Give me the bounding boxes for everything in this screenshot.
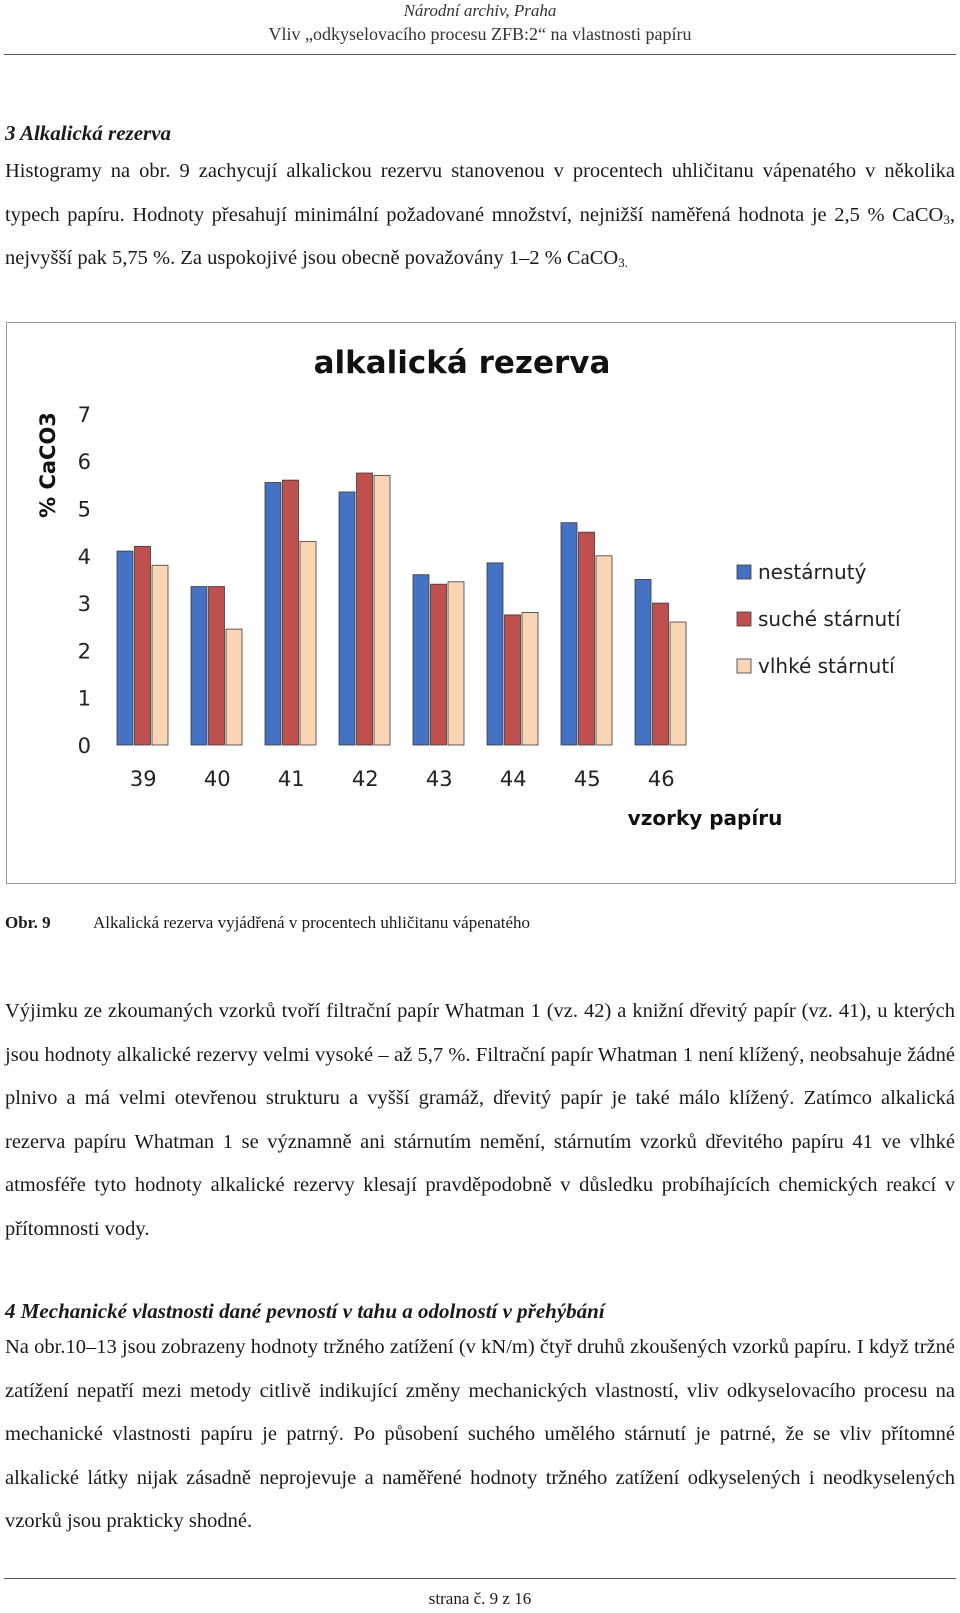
x-tick-label: 39 — [129, 767, 157, 791]
bar-41-1 — [265, 482, 281, 745]
bar-42-3 — [374, 475, 390, 745]
bar-45-3 — [596, 556, 612, 745]
bar-43-3 — [448, 582, 464, 745]
bar-44-2 — [505, 615, 521, 745]
header-divider — [4, 54, 956, 55]
section-3-heading: 3 Alkalická rezerva — [5, 121, 172, 145]
y-tick-label: 1 — [77, 686, 91, 711]
legend-label-2: suché stárnutí — [758, 607, 901, 631]
bar-46-1 — [635, 579, 651, 745]
legend-label-3: vlhké stárnutí — [758, 654, 895, 678]
bar-46-2 — [653, 603, 669, 745]
bar-40-3 — [226, 629, 242, 745]
bar-39-1 — [117, 551, 133, 745]
y-tick-label: 6 — [77, 450, 91, 475]
section-4-paragraph: Na obr.10–13 jsou zobrazeny hodnoty tržného zatížení (v kN/m) čtyř druhů zkoušených vzorků papíru. I když tržné zatížení nepatří mezi metody citlivě indikující změny mechanických vlastností, vliv odkyselovacího procesu na mechanické vlastnosti papíru je patrný. Po působení suchého umělého stárnutí je patrné, že se vliv přítomné alkalické látky nijak zásadně neprojevuje a naměřené hodnoty tržného zatížení odkyselených i neodkyselených vzorků jsou prakticky shodné. — [5, 1336, 955, 1532]
chart-title: alkalická rezerva — [313, 345, 611, 381]
x-tick-label: 42 — [351, 767, 379, 791]
bar-43-1 — [413, 575, 429, 745]
x-tick-label: 41 — [277, 767, 305, 791]
bar-41-2 — [283, 480, 299, 745]
y-tick-label: 7 — [77, 402, 91, 427]
bar-45-2 — [579, 532, 595, 745]
y-tick-label: 3 — [77, 592, 91, 617]
bar-41-3 — [300, 542, 316, 745]
alkaline-reserve-chart — [6, 322, 956, 884]
bar-39-3 — [152, 565, 168, 745]
paragraph-2: Výjimku ze zkoumaných vzorků tvoří filtrační papír Whatman 1 (vz. 42) a knižní dřevitý papír (vz. 41), u kterých jsou hodnoty alkalické rezervy velmi vysoké – až 5,7 %. Filtrační papír Whatman 1 není klížený, neobsahuje žádné plnivo a má velmi otevřenou strukturu a vyšší gramáž, dřevitý papír je také málo klížený. Zatímco alkalická rezerva papíru Whatman 1 se významně ani stárnutím nemění, stárnutím vzorků dřevitého papíru 41 ve vlhké atmosféře tyto hodnoty alkalické rezervy klesají pravděpodobně v důsledku probíhajících chemických reakcí v přítomnosti vody. — [5, 1000, 955, 1240]
y-tick-label: 5 — [77, 497, 91, 522]
bar-40-1 — [191, 587, 207, 745]
figure-label: Obr. 9 — [5, 913, 51, 932]
x-tick-label: 46 — [647, 767, 675, 791]
figure-caption-text: Alkalická rezerva vyjádřená v procentech uhličitanu vápenatého — [93, 913, 531, 932]
bar-44-3 — [522, 613, 538, 745]
header-archive: Národní archiv, Praha — [403, 1, 557, 20]
bar-45-1 — [561, 523, 577, 745]
p1-text: Histogramy na obr. 9 zachycují alkalickou rezervu stanovenou v procentech uhličitanu vápenatého v několika typech papíru. Hodnoty přesahují minimální požadované množství, nejnižší naměřená hodnota je 2,5 % CaCO — [5, 160, 955, 226]
section-3-paragraph — [5, 150, 955, 281]
x-axis-label: vzorky papíru — [627, 806, 783, 830]
bar-44-1 — [487, 563, 503, 745]
chart-canvas — [7, 323, 955, 883]
section-4-heading: 4 Mechanické vlastnosti dané pevností v tahu a odolností v přehýbání — [5, 1299, 605, 1323]
x-tick-label: 44 — [499, 767, 527, 791]
y-tick-label: 2 — [77, 639, 91, 664]
p1-subscript-1: 3 — [943, 211, 950, 227]
y-axis-label: % CaCO3 — [36, 412, 60, 518]
page-number: strana č. 9 z 16 — [428, 1589, 532, 1608]
p1-text-mid: , nejvyšší pak 5,75 %. Za uspokojivé jsou obecně považovány 1–2 % CaCO — [5, 203, 955, 269]
bar-39-2 — [135, 546, 151, 745]
legend-label-1: nestárnutý — [758, 560, 867, 584]
bar-46-3 — [670, 622, 686, 745]
x-tick-label: 40 — [203, 767, 231, 791]
header-title: Vliv „odkyselovacího procesu ZFB:2“ na vlastnosti papíru — [268, 24, 692, 44]
figure-caption — [5, 912, 530, 934]
p1-subscript-2: 3. — [618, 255, 628, 270]
y-tick-label: 4 — [77, 544, 91, 569]
x-tick-label: 45 — [573, 767, 601, 791]
chart-layer — [36, 345, 902, 830]
legend-swatch-3 — [737, 659, 751, 673]
bar-42-2 — [357, 473, 373, 745]
footer-divider — [4, 1578, 956, 1579]
bar-42-1 — [339, 492, 355, 745]
y-tick-label: 0 — [77, 734, 91, 758]
bar-43-2 — [431, 584, 447, 745]
legend-swatch-1 — [737, 565, 751, 579]
x-tick-label: 43 — [425, 767, 453, 791]
legend-swatch-2 — [737, 612, 751, 626]
bar-40-2 — [209, 587, 225, 745]
